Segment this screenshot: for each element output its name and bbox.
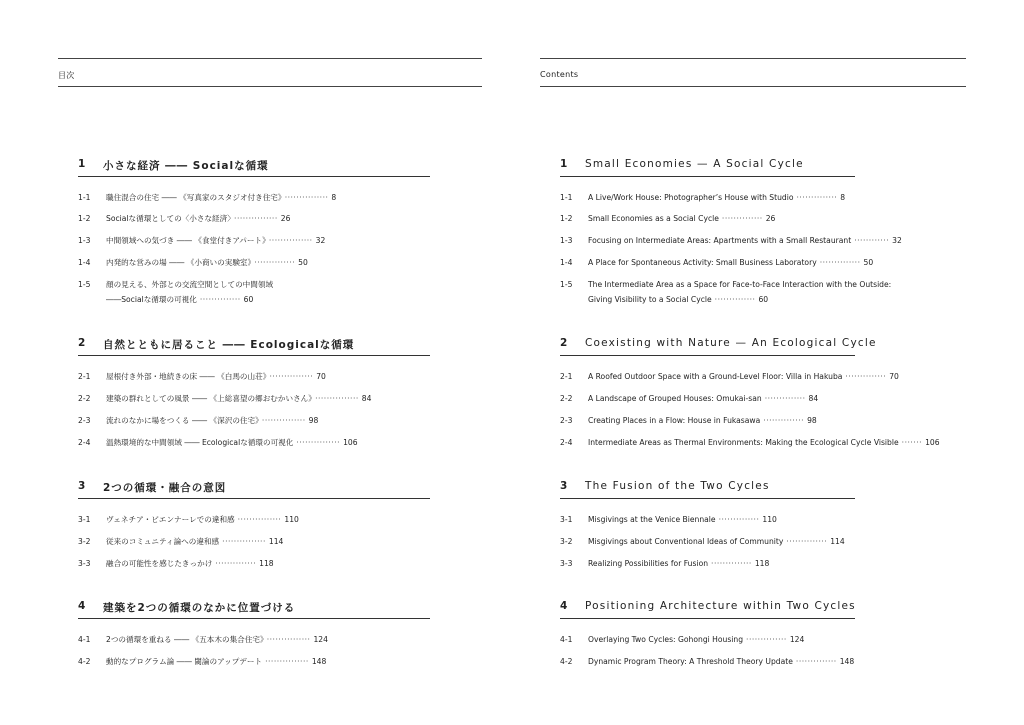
leader-dots: ·············· xyxy=(215,559,257,568)
entry-number: 4-2 xyxy=(78,657,91,666)
entry-title: 内発的な営みの場 ―― 《小商いの実験室》 xyxy=(106,258,252,267)
entry-page: 110 xyxy=(284,515,299,524)
entry-page: 60 xyxy=(243,295,254,304)
entry-page: 26 xyxy=(280,214,291,223)
leader-dots: ············ xyxy=(854,236,890,245)
chapter-number: 4 xyxy=(78,600,86,612)
entry-number: 4-1 xyxy=(560,635,573,644)
entry-page: 84 xyxy=(361,394,372,403)
header-rule xyxy=(540,86,966,87)
entry-page: 148 xyxy=(311,657,327,666)
entry-page: 114 xyxy=(268,537,284,546)
toc-page-japanese xyxy=(58,0,482,725)
chapter-heading xyxy=(560,337,877,357)
chapter-title: Small Economies — A Social Cycle xyxy=(585,158,804,170)
leader-dots: ·············· xyxy=(819,258,861,267)
leader-dots: ·············· xyxy=(746,635,787,644)
entry-page: 124 xyxy=(313,635,328,644)
chapter-title: Positioning Architecture within Two Cycles xyxy=(585,600,856,612)
entry-title: The Intermediate Area as a Space for Face-to-Face Interaction with the Outside: xyxy=(588,280,892,289)
leader-dots: ··············· xyxy=(268,236,313,245)
leader-dots: ·············· xyxy=(786,537,828,546)
entry-page: 106 xyxy=(925,438,940,447)
chapter-heading xyxy=(560,600,856,620)
leader-dots: ··············· xyxy=(266,635,311,644)
entry-page: 32 xyxy=(892,236,902,245)
chapter-heading xyxy=(560,480,825,500)
entry-title: 温熱環境的な中間領域 ―― Ecologicalな循環の可視化 xyxy=(106,438,294,447)
entry-number: 1-1 xyxy=(78,193,91,202)
chapter-heading xyxy=(78,480,430,500)
leader-dots: ··············· xyxy=(296,438,341,447)
entry-number: 2-2 xyxy=(560,394,573,403)
chapter-title: 建築を2つの循環のなかに位置づける xyxy=(103,602,296,614)
chapter-heading xyxy=(560,158,825,178)
chapter-heading xyxy=(78,600,430,620)
entry-page: 50 xyxy=(298,258,308,267)
leader-dots: ·············· xyxy=(714,295,756,304)
chapter-rule xyxy=(78,498,430,499)
toc-page-english xyxy=(540,0,966,725)
entry-title: Overlaying Two Cycles: Gohongi Housing xyxy=(588,635,744,644)
chapter-heading xyxy=(78,337,430,357)
entry-number: 2-4 xyxy=(560,438,573,447)
chapter-title: The Fusion of the Two Cycles xyxy=(585,480,770,492)
entry-number: 2-2 xyxy=(78,394,91,403)
leader-dots: ··············· xyxy=(222,537,266,546)
entry-number: 4-1 xyxy=(78,635,91,644)
entry-number: 3-3 xyxy=(560,559,573,568)
leader-dots: ·············· xyxy=(764,394,806,403)
entry-title: A Landscape of Grouped Houses: Omukai-san xyxy=(588,394,762,403)
entry-number: 2-1 xyxy=(78,372,91,381)
entry-page: 8 xyxy=(840,193,846,202)
entry-title-line2: ――Socialな循環の可視化 xyxy=(106,295,197,304)
entry-title: 顔の見える、外部との交流空間としての中間領域 xyxy=(106,280,274,289)
chapter-number: 1 xyxy=(78,158,86,170)
entry-title: Misgivings about Conventional Ideas of Community xyxy=(588,537,784,546)
leader-dots: ··············· xyxy=(284,193,329,202)
entry-page: 124 xyxy=(789,635,805,644)
entry-page: 114 xyxy=(830,537,845,546)
entry-number: 1-1 xyxy=(560,193,573,202)
chapter-title: 小さな経済 ―― Socialな循環 xyxy=(103,160,269,172)
leader-dots: ·············· xyxy=(721,214,763,223)
entry-page: 118 xyxy=(259,559,274,568)
entry-page: 98 xyxy=(308,416,319,425)
leader-dots: ·············· xyxy=(718,515,760,524)
chapter-title: 自然とともに居ること ―― Ecologicalな循環 xyxy=(103,339,355,351)
entry-title: Socialな循環としての〈小さな経済〉 xyxy=(106,214,232,223)
leader-dots: ··············· xyxy=(234,214,278,223)
entry-title: ヴェネチア・ビエンナーレでの違和感 xyxy=(106,515,235,524)
chapter-number: 2 xyxy=(560,337,568,349)
entry-title: A Roofed Outdoor Space with a Ground-Level Floor: Villa in Hakuba xyxy=(588,372,843,381)
entry-title: 動的なプログラム論 ―― 閾論のアップデート xyxy=(106,657,263,666)
entry-number: 3-3 xyxy=(78,559,91,568)
chapter-rule xyxy=(560,176,855,177)
leader-dots: ·············· xyxy=(795,657,837,666)
entry-page: 60 xyxy=(758,295,769,304)
entry-page: 70 xyxy=(316,372,326,381)
entry-number: 4-2 xyxy=(560,657,573,666)
leader-dots: ·············· xyxy=(763,416,805,425)
leader-dots: ·············· xyxy=(711,559,752,568)
entry-title: Realizing Possibilities for Fusion xyxy=(588,559,709,568)
page-header: 目次 xyxy=(58,71,75,80)
entry-number: 2-3 xyxy=(560,416,573,425)
entry-number: 2-4 xyxy=(78,438,91,447)
header-rule xyxy=(58,86,482,87)
leader-dots: ·············· xyxy=(199,295,241,304)
chapter-heading xyxy=(78,158,430,178)
entry-number: 1-5 xyxy=(560,280,573,289)
leader-dots: ··············· xyxy=(265,657,309,666)
entry-page: 110 xyxy=(762,515,777,524)
entry-title: A Place for Spontaneous Activity: Small Business Laboratory xyxy=(588,258,817,267)
entry-title: Creating Places in a Flow: House in Fukasawa xyxy=(588,416,761,425)
entry-page: 84 xyxy=(808,394,819,403)
entry-number: 1-2 xyxy=(560,214,573,223)
leader-dots: ·············· xyxy=(796,193,838,202)
entry-number: 2-1 xyxy=(560,372,573,381)
chapter-title: Coexisting with Nature — An Ecological Cycle xyxy=(585,337,877,349)
leader-dots: ·············· xyxy=(254,258,296,267)
leader-dots: ··············· xyxy=(269,372,314,381)
entry-title: Misgivings at the Venice Biennale xyxy=(588,515,716,524)
entry-number: 3-2 xyxy=(78,537,91,546)
entry-title: 建築の群れとしての風景 ―― 《上総喜望の郷おむかいさん》 xyxy=(106,394,313,403)
page-header: Contents xyxy=(540,70,579,79)
entry-title: Intermediate Areas as Thermal Environments: Making the Ecological Cycle Visible xyxy=(588,438,899,447)
entry-number: 3-1 xyxy=(78,515,91,524)
entry-number: 1-4 xyxy=(560,258,573,267)
chapter-number: 1 xyxy=(560,158,568,170)
entry-title: Focusing on Intermediate Areas: Apartments with a Small Restaurant xyxy=(588,236,852,245)
leader-dots: ······· xyxy=(901,438,923,447)
entry-number: 3-2 xyxy=(560,537,573,546)
entry-page: 50 xyxy=(863,258,874,267)
top-rule xyxy=(540,58,966,59)
entry-title: 職住混合の住宅 ―― 《写真家のスタジオ付き住宅》 xyxy=(106,193,282,202)
entry-page: 106 xyxy=(343,438,358,447)
leader-dots: ··············· xyxy=(237,515,282,524)
entry-page: 70 xyxy=(889,372,899,381)
entry-page: 8 xyxy=(331,193,337,202)
chapter-title: 2つの循環・融合の意図 xyxy=(103,482,227,494)
entry-title: A Live/Work House: Photographer’s House with Studio xyxy=(588,193,794,202)
entry-page: 148 xyxy=(839,657,855,666)
entry-number: 1-2 xyxy=(78,214,91,223)
chapter-number: 4 xyxy=(560,600,568,612)
entry-number: 1-3 xyxy=(560,236,573,245)
entry-title-line2: Giving Visibility to a Social Cycle xyxy=(588,295,712,304)
chapter-number: 2 xyxy=(78,337,86,349)
chapter-rule xyxy=(78,176,430,177)
entry-number: 3-1 xyxy=(560,515,573,524)
entry-title: Dynamic Program Theory: A Threshold Theory Update xyxy=(588,657,793,666)
chapter-rule xyxy=(78,355,430,356)
chapter-rule xyxy=(560,618,855,619)
leader-dots: ·············· xyxy=(845,372,887,381)
entry-title: 2つの循環を重ねる ―― 《五本木の集合住宅》 xyxy=(106,635,264,644)
entry-number: 1-3 xyxy=(78,236,91,245)
chapter-rule xyxy=(78,618,430,619)
chapter-rule xyxy=(560,355,855,356)
entry-title: 従来のコミュニティ論への違和感 xyxy=(106,537,220,546)
chapter-rule xyxy=(560,498,855,499)
entry-title: Small Economies as a Social Cycle xyxy=(588,214,719,223)
entry-page: 26 xyxy=(765,214,776,223)
entry-page: 98 xyxy=(807,416,817,425)
chapter-number: 3 xyxy=(78,480,86,492)
entry-number: 2-3 xyxy=(78,416,91,425)
chapter-number: 3 xyxy=(560,480,568,492)
leader-dots: ··············· xyxy=(261,416,306,425)
entry-page: 32 xyxy=(315,236,326,245)
leader-dots: ··············· xyxy=(315,394,359,403)
entry-page: 118 xyxy=(754,559,770,568)
entry-number: 1-5 xyxy=(78,280,91,289)
entry-title: 屋根付き外部・地続きの床 ―― 《白馬の山荘》 xyxy=(106,372,267,381)
top-rule xyxy=(58,58,482,59)
entry-title: 融合の可能性を感じたきっかけ xyxy=(106,559,213,568)
entry-title: 中間領域への気づき ―― 《食堂付きアパート》 xyxy=(106,236,266,245)
entry-title: 流れのなかに場をつくる ―― 《深沢の住宅》 xyxy=(106,416,259,425)
entry-number: 1-4 xyxy=(78,258,91,267)
